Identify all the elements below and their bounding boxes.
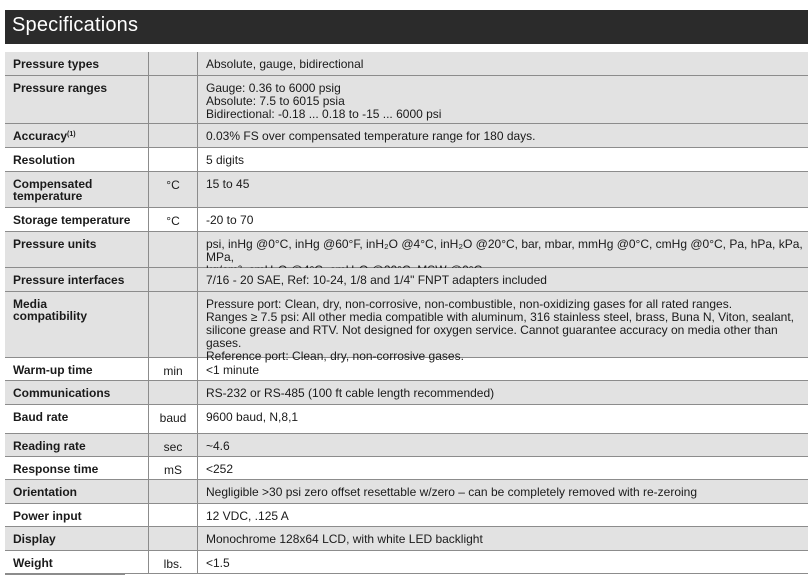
spec-unit [148, 52, 198, 75]
spec-value: 5 digits [206, 153, 245, 167]
table-row [5, 527, 808, 551]
spec-label [5, 381, 148, 404]
spec-label [5, 52, 148, 75]
spec-value: <1 minute [206, 363, 260, 377]
table-row [5, 434, 808, 457]
table-row [5, 148, 808, 172]
spec-label-text: Response time [13, 462, 99, 476]
spec-label [5, 504, 148, 526]
spec-label [5, 358, 148, 380]
spec-unit: mS [148, 457, 198, 479]
spec-label-text: Baud rate [13, 410, 69, 424]
spec-label [5, 76, 148, 123]
spec-label [5, 405, 148, 433]
spec-value: 15 to 45 [206, 177, 250, 191]
table-row [5, 480, 808, 504]
table-row [5, 292, 808, 363]
spec-value: Negligible >30 psi zero offset resettable w/zero – can be completely removed with re-zeroing [206, 485, 698, 499]
spec-label [5, 124, 148, 147]
spec-unit [148, 292, 198, 357]
spec-label-text: Reading rate [13, 439, 86, 453]
spec-label-text: Weight [13, 556, 53, 570]
spec-label [5, 457, 148, 479]
spec-unit: sec [148, 434, 198, 456]
table-row [5, 504, 808, 527]
spec-value: ~4.6 [206, 439, 230, 453]
spec-label-text: Pressure interfaces [13, 273, 125, 287]
spec-label-text: Orientation [13, 485, 78, 499]
spec-label-text: Resolution [13, 153, 75, 167]
table-row [5, 457, 808, 480]
table-row [5, 358, 808, 381]
spec-value: <252 [206, 462, 234, 476]
spec-unit: °C [148, 172, 198, 207]
table-row [5, 381, 808, 405]
spec-value: 0.03% FS over compensated temperature range for 180 days. [206, 129, 536, 143]
table-row [5, 52, 808, 76]
spec-label [5, 148, 148, 171]
spec-unit: lbs. [148, 551, 198, 573]
footnote-marker: (1) [67, 131, 76, 138]
spec-value: <1.5 [206, 556, 230, 570]
table-row [5, 551, 808, 574]
spec-label [5, 551, 148, 573]
spec-label [5, 268, 148, 291]
spec-unit: min [148, 358, 198, 380]
spec-label-text: Warm-up time [13, 363, 93, 377]
spec-label-text: Pressure units [13, 237, 97, 251]
spec-unit [148, 480, 198, 503]
spec-label-text: Communications [13, 386, 111, 400]
footnote-divider [5, 574, 125, 575]
table-row [5, 172, 808, 208]
spec-unit [148, 232, 198, 267]
spec-label-text: Power input [13, 509, 82, 523]
spec-value: 9600 baud, N,8,1 [206, 410, 299, 424]
spec-unit: baud [148, 405, 198, 433]
spec-unit [148, 504, 198, 526]
spec-unit [148, 268, 198, 291]
table-row [5, 405, 808, 434]
page-title: Specifications [12, 14, 139, 36]
spec-value: RS-232 or RS-485 (100 ft cable length recommended) [206, 386, 495, 400]
spec-value: psi, inHg @0°C, inHg @60°F, inH₂O @4°C, inH₂O @20°C, bar, mbar, mmHg @0°C, cmHg @0°C, Pa, hPa, kPa, MPa, [206, 237, 803, 264]
table-row [5, 268, 808, 292]
spec-label [5, 434, 148, 456]
spec-value: Pressure port: Clean, dry, non-corrosive, non-combustible, non-oxidizing gases for all rated ranges. Ranges ≥ 7.5 psi: All other media compatible with aluminum, 316 stainless steel, brass, Buna N, Viton, sealant, silicone grease and RTV. Not designed for oxygen service. Cannot guarantee accuracy on media other than gases. Reference port: Clean, dry, non-corrosive gases. [206, 297, 795, 363]
spec-unit [148, 381, 198, 404]
spec-value: -20 to 70 [206, 213, 254, 227]
spec-label-text: Pressure ranges [13, 81, 108, 95]
spec-label-text: Compensated temperature [13, 177, 93, 203]
table-row [5, 124, 808, 148]
spec-unit [148, 76, 198, 123]
table-row [5, 232, 808, 268]
header-bar [5, 10, 808, 44]
spec-label-text: Storage temperature [13, 213, 131, 227]
spec-label [5, 527, 148, 550]
spec-label-text: Pressure types [13, 57, 100, 71]
spec-unit: °C [148, 208, 198, 231]
spec-label [5, 232, 148, 267]
table-row [5, 208, 808, 232]
spec-unit [148, 124, 198, 147]
spec-value: 7/16 - 20 SAE, Ref: 10-24, 1/8 and 1/4" FNPT adapters included [206, 273, 547, 287]
spec-label-text: Accuracy [13, 129, 68, 143]
spec-unit [148, 527, 198, 550]
spec-value: 12 VDC, .125 A [206, 509, 289, 523]
spec-value: Gauge: 0.36 to 6000 psig Absolute: 7.5 to 6015 psia Bidirectional: -0.18 ... 0.18 to -15 ... 6000 psi [206, 81, 442, 121]
table-row [5, 76, 808, 124]
spec-label [5, 172, 148, 207]
spec-value: Monochrome 128x64 LCD, with white LED backlight [206, 532, 483, 546]
spec-value: Absolute, gauge, bidirectional [206, 57, 364, 71]
spec-label-text: Media compatibility [13, 297, 88, 323]
spec-label [5, 292, 148, 357]
spec-label [5, 480, 148, 503]
spec-label-text: Display [13, 532, 56, 546]
spec-label [5, 208, 148, 231]
specifications-table [5, 52, 808, 574]
spec-unit [148, 148, 198, 171]
